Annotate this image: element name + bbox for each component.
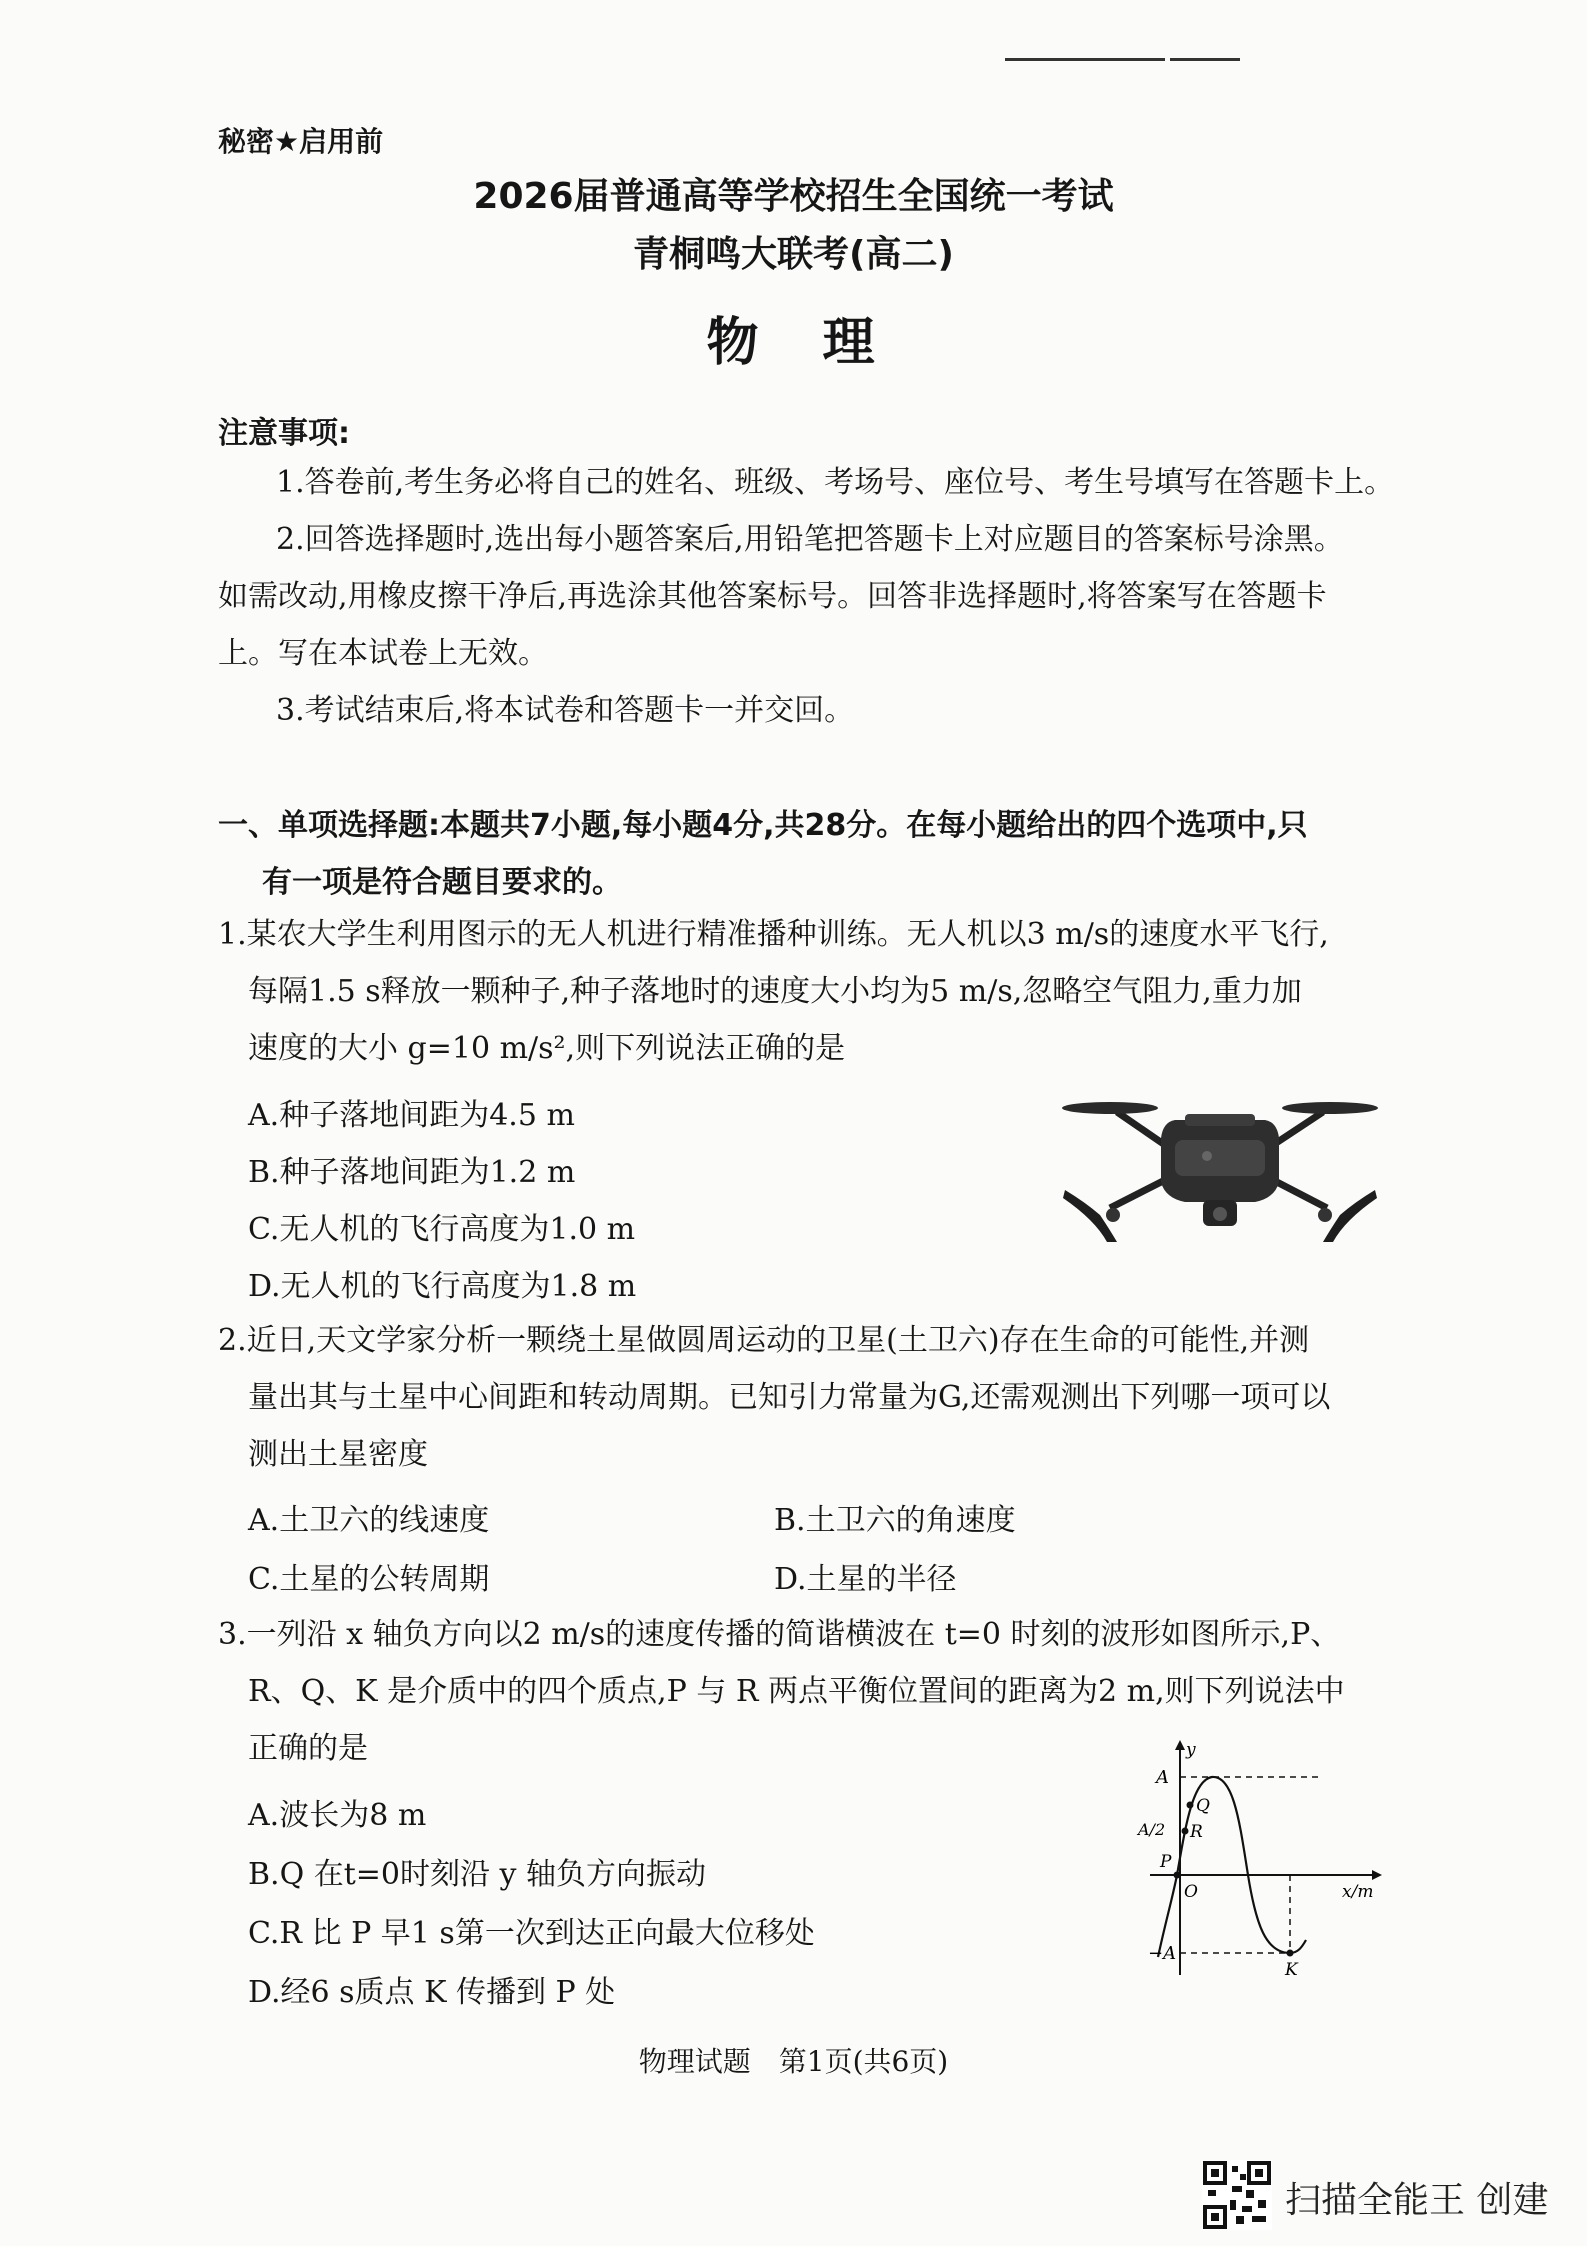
label-y: y <box>1186 1740 1196 1760</box>
label-a: A <box>1156 1767 1169 1788</box>
question-3-line: R、Q、K 是介质中的四个质点,P 与 R 两点平衡位置间的距离为2 m,则下列说法中 <box>248 1674 1345 1709</box>
wave-figure <box>1130 1735 1390 1985</box>
notice-item: 3.考试结束后,将本试卷和答题卡一并交回。 <box>276 693 855 728</box>
question-1-line: 速度的大小 g=10 m/s²,则下列说法正确的是 <box>248 1031 846 1066</box>
point-q <box>1187 1802 1194 1809</box>
q1-option-d: D.无人机的飞行高度为1.8 m <box>248 1269 637 1304</box>
section-heading: 一、单项选择题:本题共7小题,每小题4分,共28分。在每小题给出的四个选项中,只 <box>218 808 1308 843</box>
label-q: Q <box>1196 1796 1210 1816</box>
label-k: K <box>1285 1960 1298 1980</box>
question-2-line: 测出土星密度 <box>248 1437 428 1472</box>
point-p <box>1174 1872 1181 1879</box>
label-o: O <box>1184 1882 1198 1902</box>
label-r: R <box>1190 1822 1203 1842</box>
page-number: 物理试题 第1页(共6页) <box>638 2045 949 2078</box>
exam-subtitle: 青桐鸣大联考(高二) <box>633 234 954 275</box>
q3-option-b: B.Q 在t=0时刻沿 y 轴负方向振动 <box>248 1857 707 1892</box>
q2-option-d: D.土星的半径 <box>774 1562 957 1597</box>
notice-item: 上。写在本试卷上无效。 <box>218 636 548 671</box>
question-3-line: 3.一列沿 x 轴负方向以2 m/s的速度传播的简谐横波在 t=0 时刻的波形如图所示,P、 <box>218 1617 1341 1652</box>
scan-line <box>1005 58 1165 61</box>
q3-option-c: C.R 比 P 早1 s第一次到达正向最大位移处 <box>248 1916 815 1951</box>
question-1-line: 每隔1.5 s释放一颗种子,种子落地时的速度大小均为5 m/s,忽略空气阻力,重力加 <box>248 974 1302 1009</box>
question-2-line: 量出其与土星中心间距和转动周期。已知引力常量为G,还需观测出下列哪一项可以 <box>248 1380 1331 1415</box>
qr-code-icon <box>1202 2160 1272 2230</box>
q3-option-a: A.波长为8 m <box>248 1798 427 1833</box>
q2-option-c: C.土星的公转周期 <box>248 1562 490 1597</box>
q1-option-b: B.种子落地间距为1.2 m <box>248 1155 576 1190</box>
scan-line <box>1170 58 1240 61</box>
label-a-half: A/2 <box>1138 1820 1166 1839</box>
question-3-line: 正确的是 <box>248 1731 368 1766</box>
secret-label: 秘密★启用前 <box>218 125 384 158</box>
q1-option-c: C.无人机的飞行高度为1.0 m <box>248 1212 636 1247</box>
exam-title: 2026届普通高等学校招生全国统一考试 <box>473 176 1114 217</box>
notice-item: 如需改动,用橡皮擦干净后,再选涂其他答案标号。回答非选择题时,将答案写在答题卡 <box>218 579 1327 614</box>
label-x: x/m <box>1342 1882 1374 1902</box>
drone-image <box>1055 1090 1385 1245</box>
notice-item: 2.回答选择题时,选出每小题答案后,用铅笔把答题卡上对应题目的答案标号涂黑。 <box>276 522 1344 557</box>
subject-title: 物 理 <box>706 313 881 373</box>
point-r <box>1182 1828 1189 1835</box>
notice-heading: 注意事项: <box>218 416 350 451</box>
notice-item: 1.答卷前,考生务必将自己的姓名、班级、考场号、座位号、考生号填写在答题卡上。 <box>276 465 1395 500</box>
label-neg-a: −A <box>1148 1943 1177 1964</box>
scanner-watermark: 扫描全能王 创建 <box>1285 2180 1549 2221</box>
label-p: P <box>1160 1852 1172 1872</box>
q3-option-d: D.经6 s质点 K 传播到 P 处 <box>248 1975 616 2010</box>
question-1-line: 1.某农大学生利用图示的无人机进行精准播种训练。无人机以3 m/s的速度水平飞行, <box>218 917 1329 952</box>
q2-option-a: A.土卫六的线速度 <box>248 1503 490 1538</box>
section-heading-cont: 有一项是符合题目要求的。 <box>262 865 622 900</box>
question-2-line: 2.近日,天文学家分析一颗绕土星做圆周运动的卫星(土卫六)存在生命的可能性,并测 <box>218 1323 1310 1358</box>
point-k <box>1287 1950 1294 1957</box>
q1-option-a: A.种子落地间距为4.5 m <box>248 1098 575 1133</box>
q2-option-b: B.土卫六的角速度 <box>774 1503 1016 1538</box>
